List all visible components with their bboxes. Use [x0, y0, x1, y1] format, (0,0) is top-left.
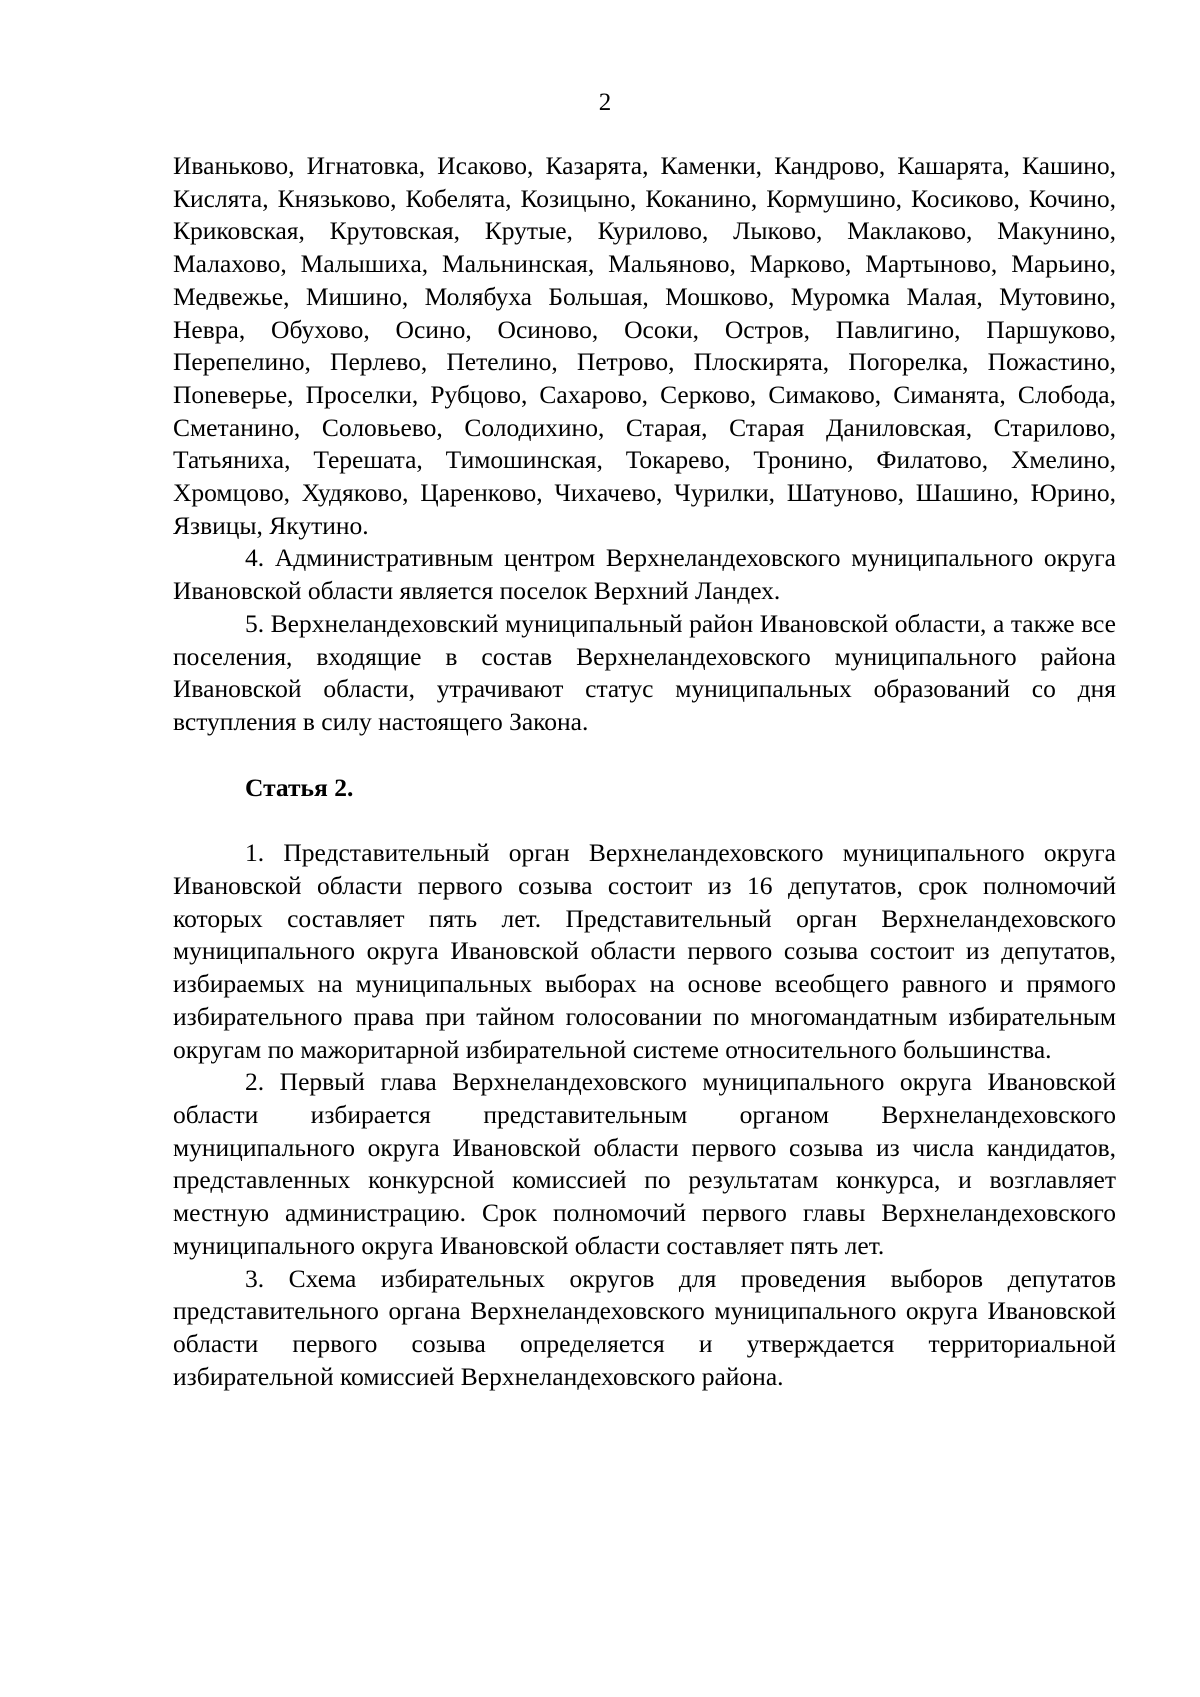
- article2-item2: 2. Первый глава Верхнеландеховского муниципального округа Ивановской области избирается представительным органом Верхнеландеховского муниципального округа Ивановской области первого созыва из числа кандидатов, представленных конкурсной комиссией по результатам конкурса, и возглавляет местную администрацию. Срок полномочий первого главы Верхнеландеховского муниципального округа Ивановской области составляет пять лет.: [173, 1067, 1116, 1260]
- article2-item1: 1. Представительный орган Верхнеландеховского муниципального округа Ивановской области первого созыва состоит из 16 депутатов, срок полномочий которых составляет пять лет. Представительный орган Верхнеландеховского муниципального округа Ивановской области первого созыва состоит из депутатов, избираемых на муниципальных выборах на основе всеобщего равного и прямого избирательного права при тайном голосовании по многомандатным избирательным округам по мажоритарной избирательной системе относительного большинства.: [173, 838, 1116, 1064]
- article2-item3: 3. Схема избирательных округов для проведения выборов депутатов представительного органа Верхнеландеховского муниципального округа Ивановской области первого созыва определяется и утверждается территориальной избирательной комиссией Верхнеландеховского района.: [173, 1263, 1116, 1391]
- document-body: [173, 150, 1116, 1393]
- page-number: 2: [598, 89, 612, 116]
- spacer: [173, 739, 1116, 772]
- article2-heading: Статья 2.: [245, 772, 354, 802]
- article1-item5: 5. Верхнеландеховский муниципальный район Ивановской области, а также все поселения, входящие в состав Верхнеландеховского муниципального района Ивановской области, утрачивают статус муниципальных образований со дня вступления в силу настоящего Закона.: [173, 608, 1116, 736]
- village-list-paragraph: Иваньково, Игнатовка, Исаково, Казарята, Каменки, Кандрово, Кашарята, Кашино, Кислята, Князьково, Кобелята, Козицыно, Коканино, Кормушино, Косиково, Кочино, Криковская, Крутовская, Крутые, Курилово, Лыково, Маклаково, Макунино, Малахово, Малышиха, Мальнинская, Мальяново, Марково, Мартыново, Марьино, Медвежье, Мишино, Молябуха Большая, Мошково, Муромка Малая, Мутовино, Невра, Обухово, Осино, Осиново, Осоки, Остров, Павлигино, Паршуково, Перепелино, Перлево, Петелино, Петрово, Плоскирята, Погорелка, Пожастино, Поneверье, Проселки, Рубцово, Сахарово, Серково, Симаково, Симанята, Слобода, Сметанино, Соловьево, Солодихино, Старая, Старая Даниловская, Старилово, Татьяниха, Терешата, Тимошинская, Токарево, Тронино, Филатово, Хмелино, Хромцово, Худяково, Царенково, Чихачево, Чурилки, Шатуново, Шашино, Юрино, Язвицы, Якутино.: [173, 151, 1116, 540]
- spacer: [173, 804, 1116, 837]
- article1-item4: 4. Административным центром Верхнеландеховского муниципального округа Ивановской области является поселок Верхний Ландех.: [173, 543, 1116, 606]
